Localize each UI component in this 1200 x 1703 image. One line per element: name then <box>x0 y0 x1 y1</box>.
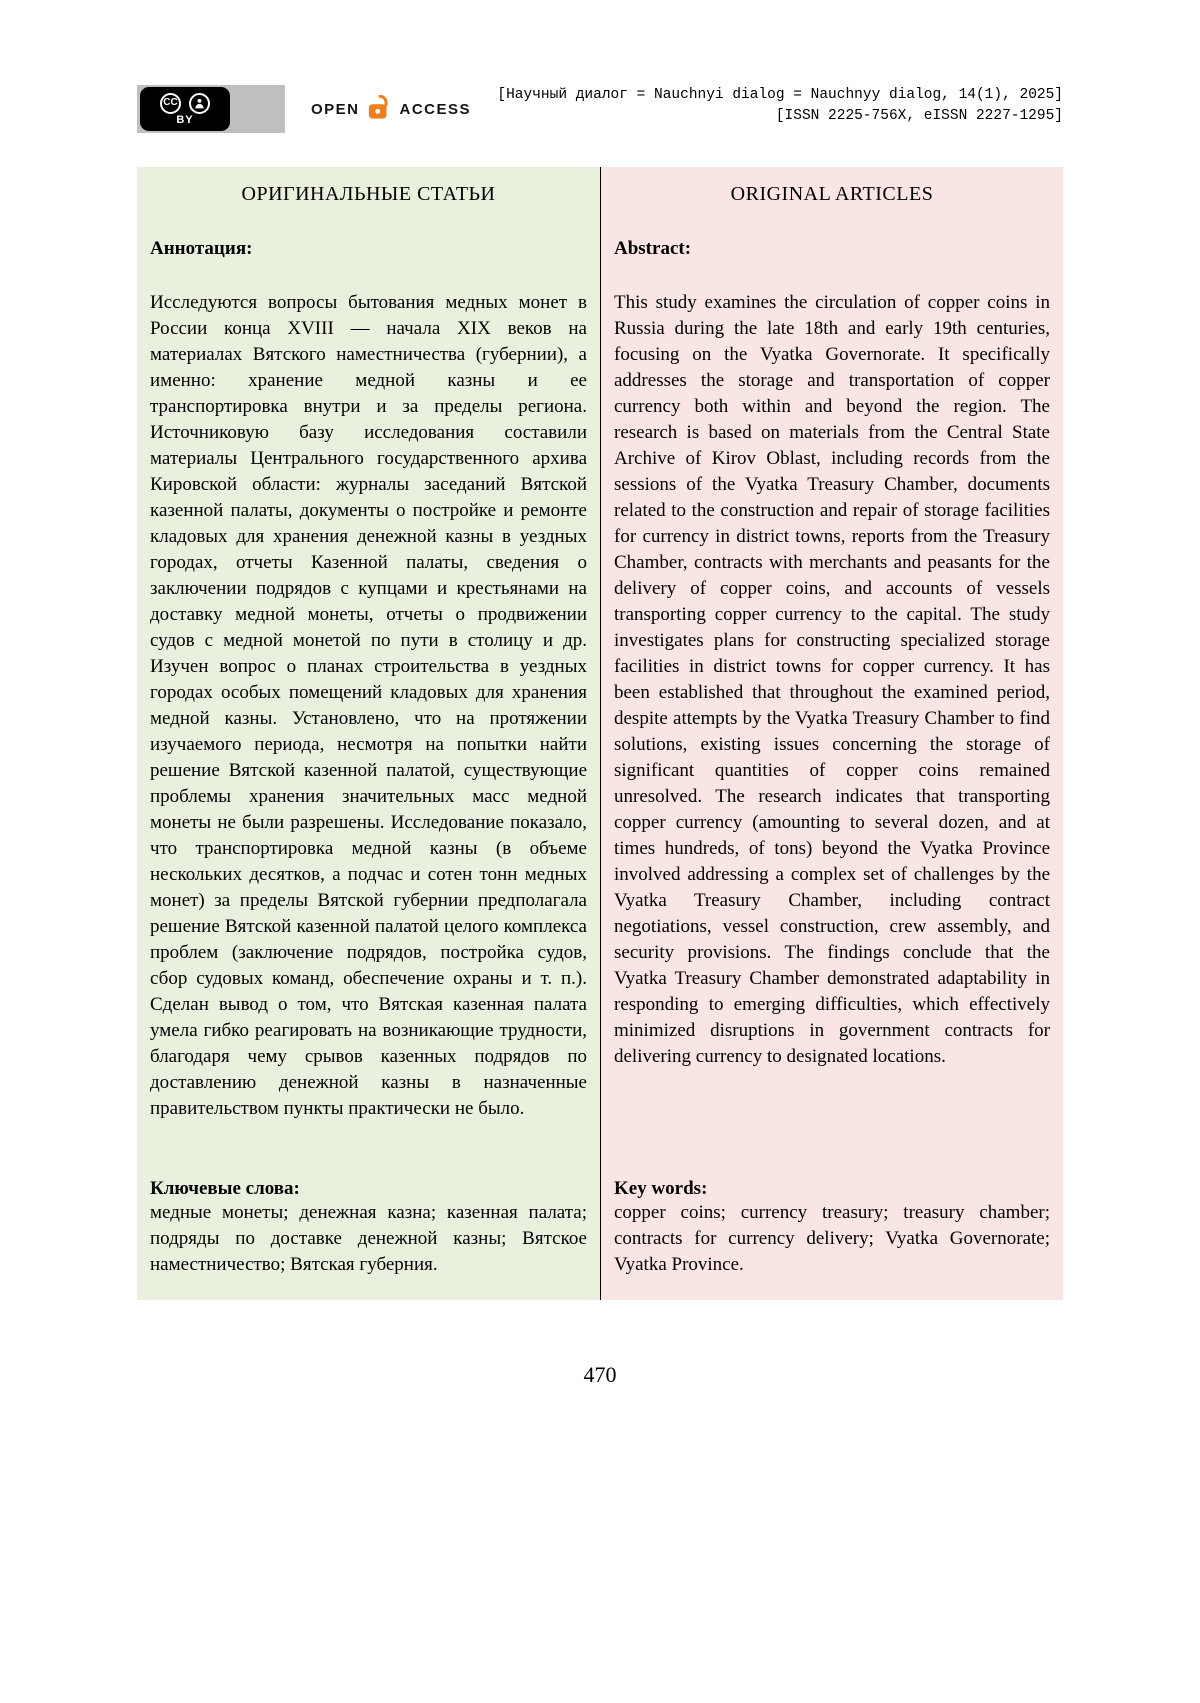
journal-title-line: [Научный диалог = Nauchnyi dialog = Nauchnyy dialog, 14(1), 2025] <box>497 87 1063 103</box>
cc-by-label: BY <box>176 113 194 126</box>
cc-icons-row <box>160 93 210 114</box>
page-number: 470 <box>583 1362 617 1387</box>
keywords-block-russian <box>150 1122 587 1278</box>
keywords-label-english: Key words: <box>614 1178 708 1199</box>
header <box>137 85 1063 133</box>
logos <box>137 85 471 133</box>
open-access-access-label: ACCESS <box>399 100 472 118</box>
cc-icon: CC <box>160 93 181 114</box>
english-abstract-column <box>600 167 1063 1300</box>
open-lock-icon <box>367 93 393 125</box>
annotation-label: Аннотация: <box>150 238 253 259</box>
keywords-text-english: copper coins; currency treasury; treasury chamber; contracts for currency delivery; Vyatka Governorate; Vyatka Province. <box>614 1202 1050 1275</box>
annotation-text: Исследуются вопросы бытования медных монет в России конца XVIII — начала XIX веков на материалах Вятского наместничества (губернии), а именно: хранение медной казны и ее транспортировка внутри и за пределы региона. Источниковую базу исследования составили материалы Центрального государственного архива Кировской области: журналы заседаний Вятской казенной палаты, документы о постройке и ремонте кладовых для хранения денежной казны в уездных городах, отчеты Казенной палаты, сведения о заключении подрядов с купцами и крестьянами на доставку медной монеты, отчеты о продвижении судов с медной монетой по пути в столицу и др. Изучен вопрос о планах строительства в уездных городах особых помещений кладовых для хранения медной казны. Установлено, что на протяжении изучаемого периода, несмотря на попытки найти решение Вятской казенной палатой, существующие проблемы хранения значительных масс медной монеты не были разрешены. Исследование показало, что транспортировка медной казны (в объеме нескольких десятков, а подчас и сотен тонн медных монет) за пределы Вятской губернии предполагала решение Вятской казенной палатой целого комплекса проблем (заключение подрядов, постройка судов, сбор судовых команд, обеспечение охраны и т. п.). Сделан вывод о том, что Вятская казенная палата умела гибко реагировать на возникающие трудности, благодаря чему срывов казенных подрядов по доставлению денежной казны в назначенные правительством пункты практически не было. <box>150 292 587 1119</box>
open-access-logo <box>311 93 471 125</box>
cc-by-badge-inner <box>140 87 230 131</box>
keywords-block-english <box>614 1122 1050 1278</box>
cc-by-badge <box>137 85 285 133</box>
journal-issn-line: [ISSN 2225-756X, eISSN 2227-1295] <box>775 108 1063 125</box>
keywords-text-russian: медные монеты; денежная казна; казенная палата; подряды по доставке денежной казны; Вятское наместничество; Вятская губерния. <box>150 1202 587 1275</box>
russian-abstract-column <box>137 167 600 1300</box>
person-icon <box>189 93 210 114</box>
open-access-open-label: OPEN <box>311 100 360 118</box>
journal-info <box>497 85 1063 127</box>
keywords-label-russian: Ключевые слова: <box>150 1178 300 1199</box>
abstract-columns <box>137 167 1063 1300</box>
section-title-russian: ОРИГИНАЛЬНЫЕ СТАТЬИ <box>241 183 496 205</box>
footer <box>137 1362 1063 1388</box>
abstract-label: Abstract: <box>614 238 692 259</box>
section-title-english: ORIGINAL ARTICLES <box>730 183 934 205</box>
abstract-text: This study examines the circulation of copper coins in Russia during the late 18th and early 19th centuries, focusing on the Vyatka Governorate. It specifically addresses the storage and transportation of copper currency both within and beyond the region. The research is based on materials from the Central State Archive of Kirov Oblast, including records from the sessions of the Vyatka Treasury Chamber, documents related to the construction and repair of storage facilities for currency in district towns, reports from the Treasury Chamber, contracts with merchants and peasants for the delivery of copper coins, and accounts of vessels transporting copper currency to the capital. The study investigates plans for constructing specialized storage facilities in district towns for copper currency. It has been established that throughout the examined period, despite attempts by the Vyatka Treasury Chamber to find solutions, existing issues concerning the storage of significant quantities of copper coins remained unresolved. The research indicates that transporting copper currency (amounting to several dozen, and at times hundreds, of tons) beyond the Vyatka Province involved addressing a complex set of challenges by the Vyatka Treasury Chamber, including contract negotiations, vessel construction, crew assembly, and security provisions. The findings conclude that the Vyatka Treasury Chamber demonstrated adaptability in responding to emerging difficulties, which effectively minimized disruptions in government contracts for delivering currency to designated locations. <box>614 292 1050 1067</box>
